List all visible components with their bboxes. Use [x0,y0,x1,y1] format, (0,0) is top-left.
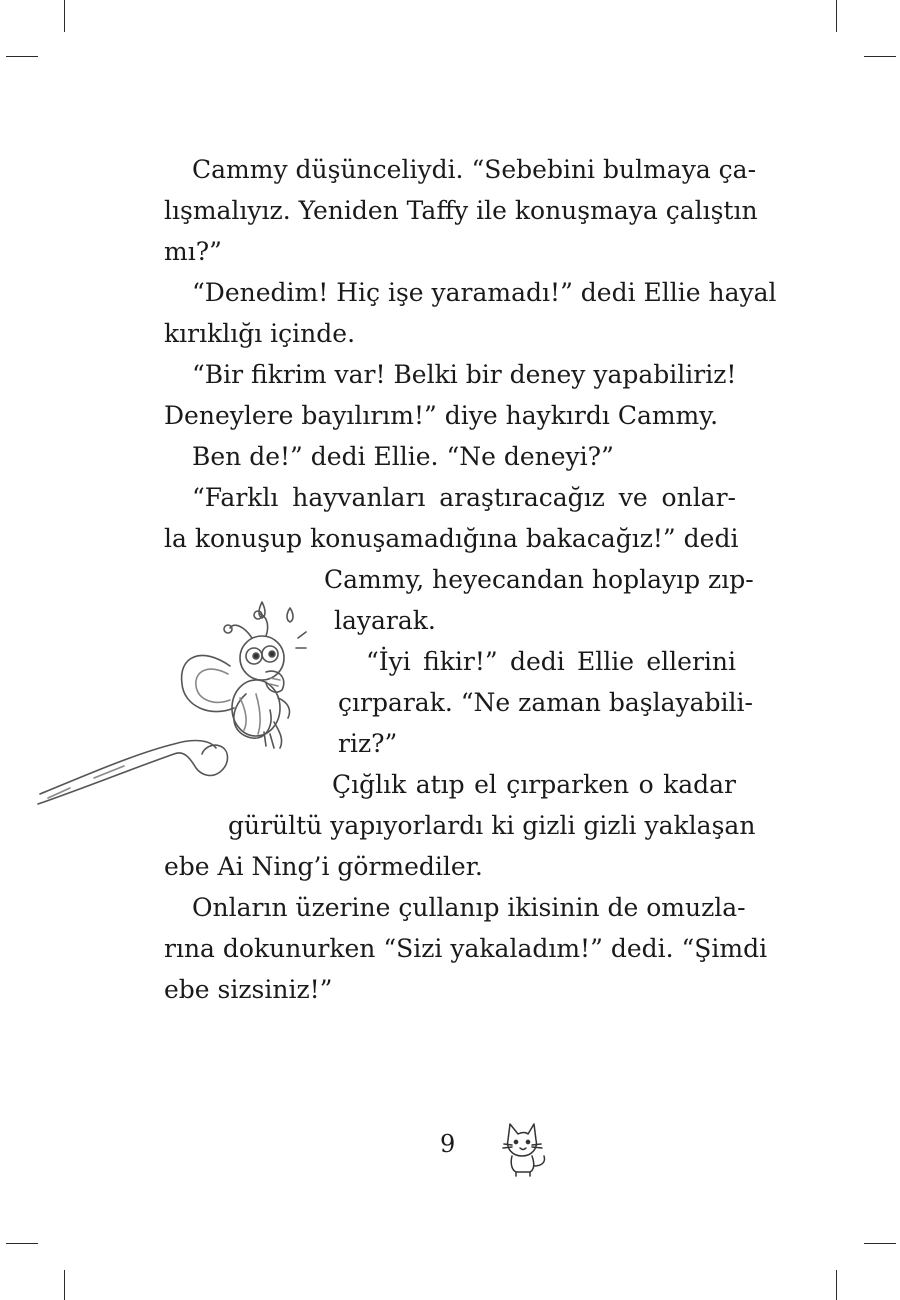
crop-mark [836,0,837,32]
text-line: riz?” [338,729,398,758]
text-line: Onların üzerine çullanıp ikisinin de omuzla- [192,893,746,922]
crop-mark [836,1270,837,1300]
crop-mark [6,56,38,57]
text-line: “Denedim! Hiç işe yaramadı!” dedi Ellie hayal [192,278,777,307]
crop-mark [864,56,896,57]
text-line: la konuşup konuşamadığına bakacağız!” dedi [164,524,739,553]
cat-doodle-icon [494,1118,552,1178]
crop-mark [864,1243,896,1244]
page-number: 9 [440,1130,456,1158]
text-line: Ben de!” dedi Ellie. “Ne deneyi?” [192,442,614,471]
text-line: ebe sizsiniz!” [164,975,333,1004]
text-line: gürültü yapıyorlardı ki gizli gizli yaklaşan [228,811,756,840]
text-line: Deneylere bayılırım!” diye haykırdı Cammy. [164,401,719,430]
text-line: Cammy, heyecandan hoplayıp zıp- [324,565,754,594]
text-line: rına dokunurken “Sizi yakaladım!” dedi. “Şimdi [164,934,768,963]
text-line: layarak. [334,606,436,635]
text-line: Çığlık atıp el çırparken o kadar [332,770,736,799]
text-line: “İyi fikir!” dedi Ellie ellerini [366,647,736,676]
text-line: mı?” [164,237,222,266]
text-line: “Bir fikrim var! Belki bir deney yapabiliriz! [192,360,737,389]
crop-mark [64,1270,65,1300]
text-line: ebe Ai Ning’i görmediler. [164,852,483,881]
text-line: Cammy düşünceliydi. “Sebebini bulmaya ça- [192,155,757,184]
bug-illustration [34,598,324,810]
text-line: kırıklığı içinde. [164,319,356,348]
text-line: lışmalıyız. Yeniden Taffy ile konuşmaya çalıştın [164,196,758,225]
crop-mark [6,1243,38,1244]
crop-mark [64,0,65,32]
text-line: çırparak. “Ne zaman başlayabili- [338,688,753,717]
text-line: “Farklı hayvanları araştıracağız ve onlar- [192,483,736,512]
